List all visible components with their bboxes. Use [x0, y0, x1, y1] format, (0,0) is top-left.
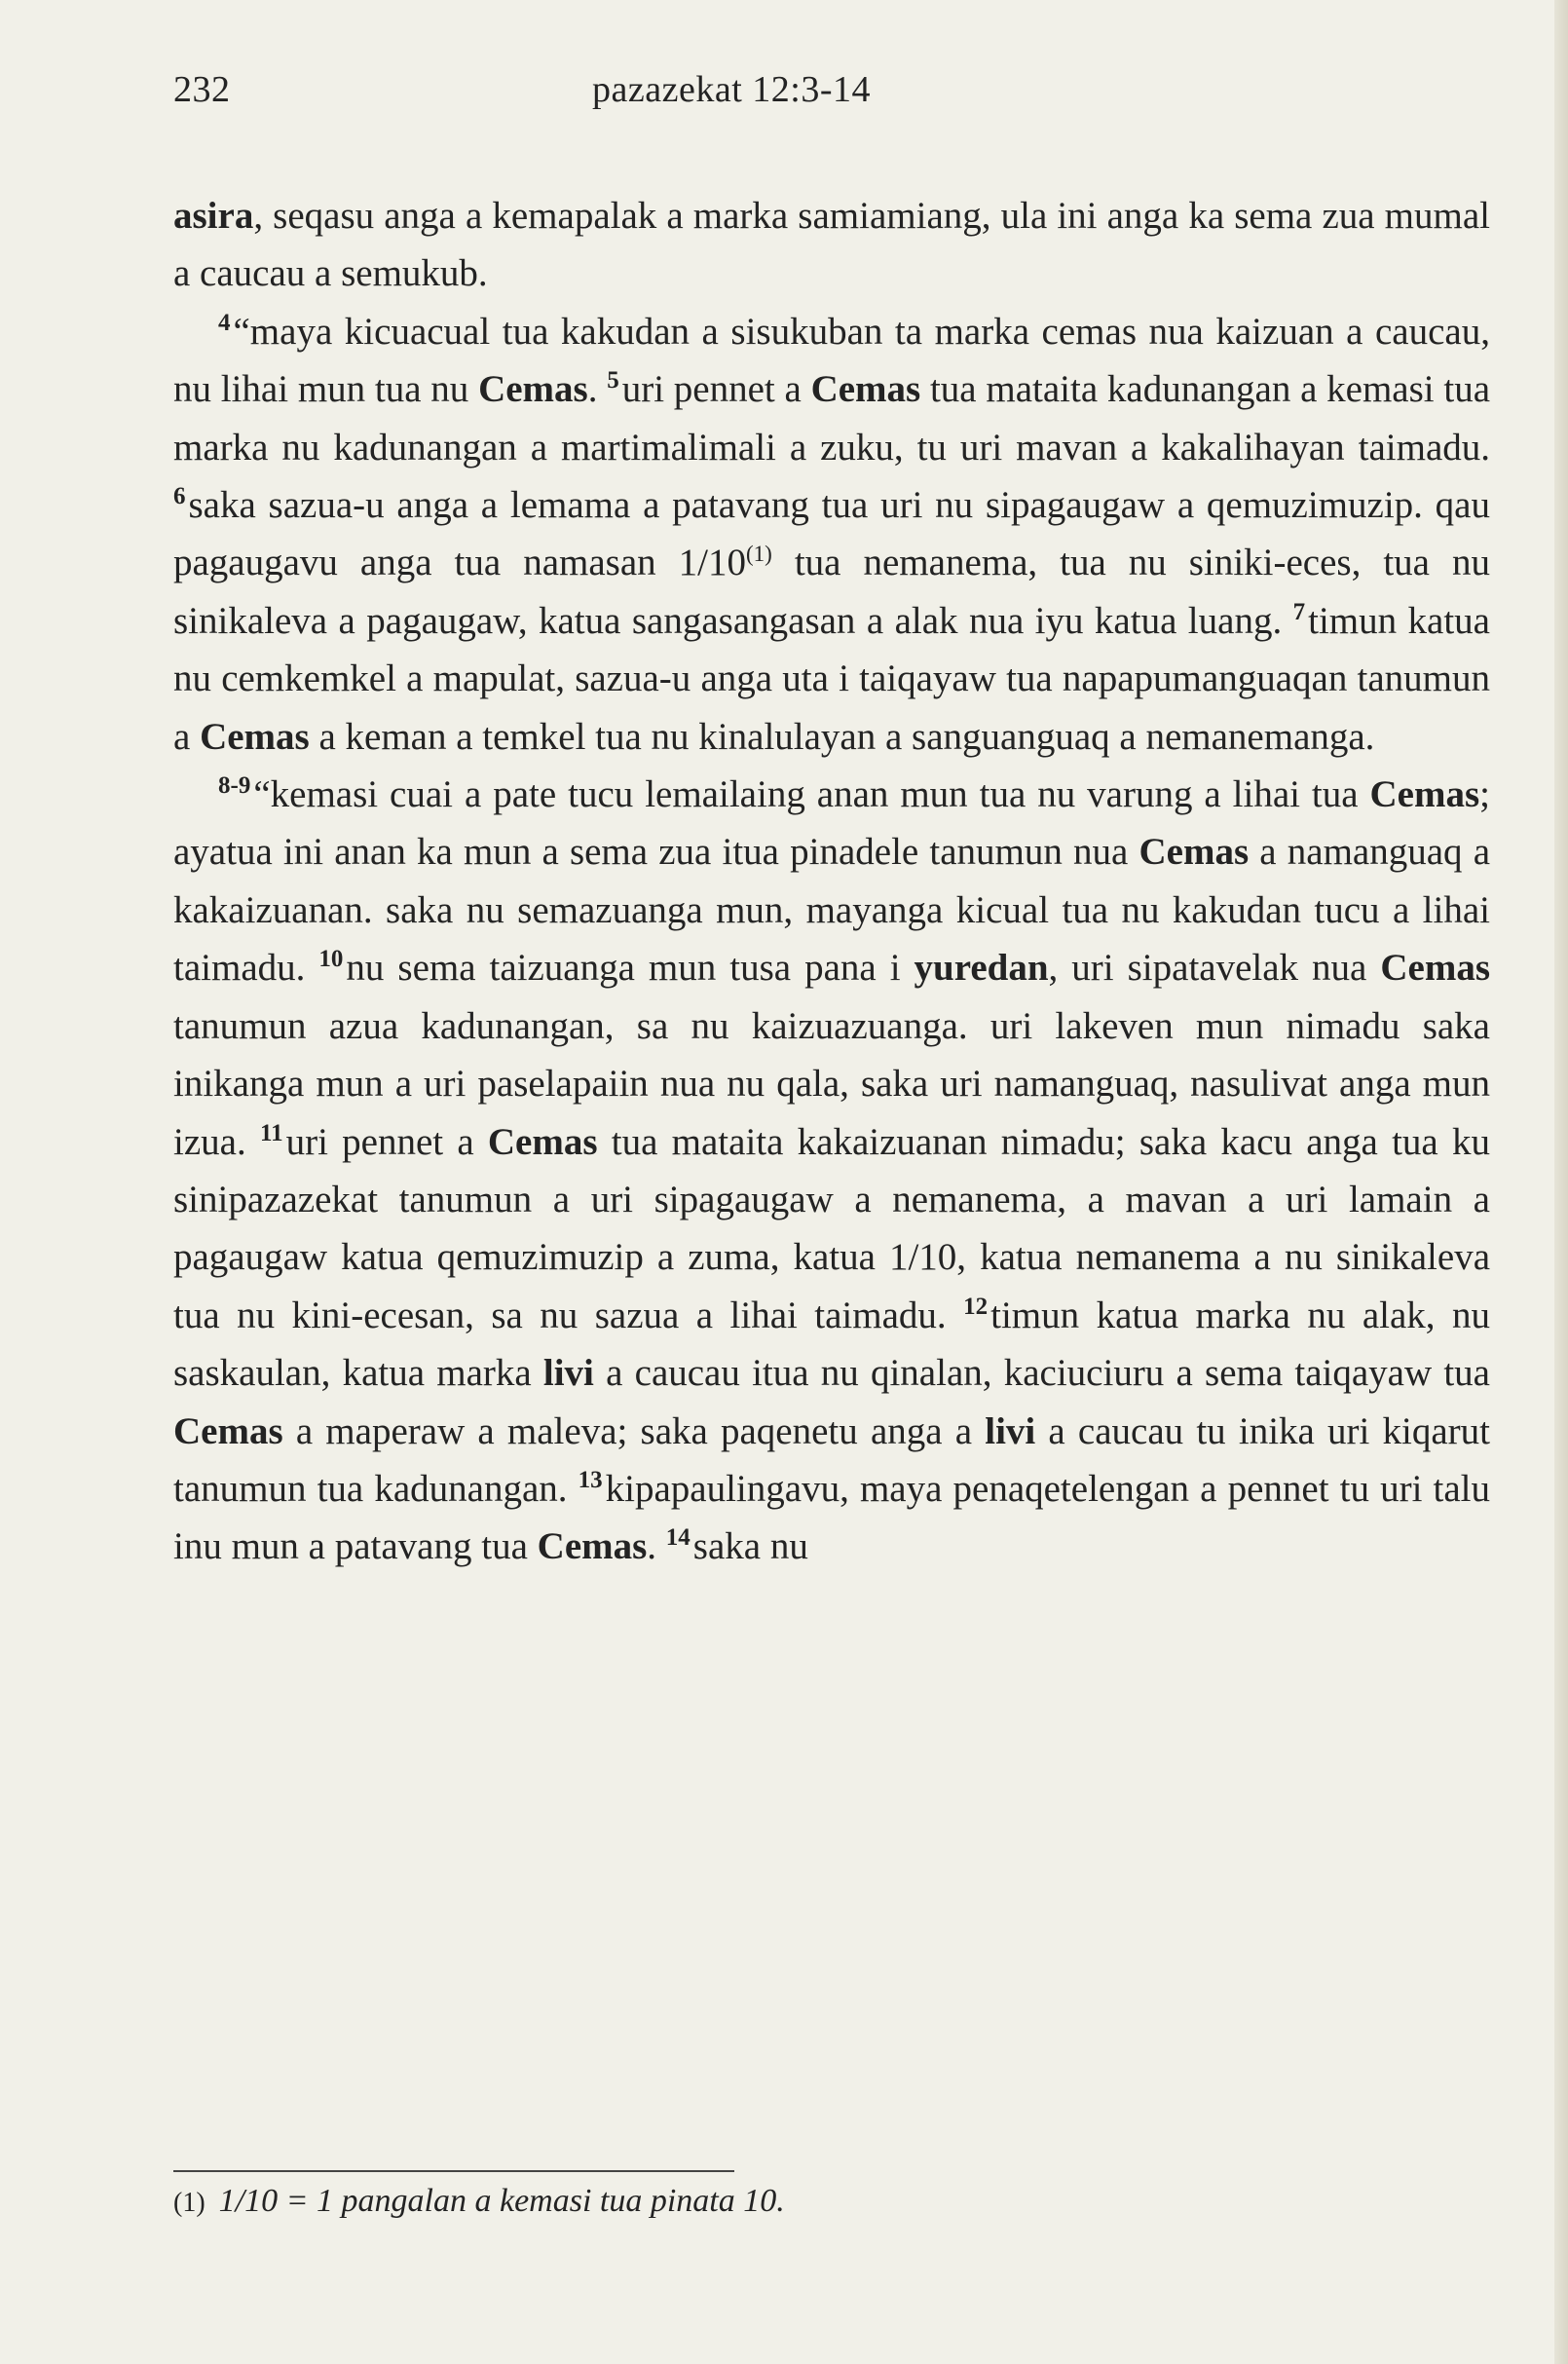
bold-term: yuredan — [914, 947, 1049, 990]
text-run: saka nu — [692, 1525, 808, 1568]
bold-term: Cemas — [200, 715, 310, 758]
footnote-marker: (1) — [173, 2188, 205, 2218]
bold-term: Cemas — [173, 1409, 283, 1452]
verse-number: 14 — [665, 1524, 691, 1552]
text-run: kipapaulingavu, maya penaqetelengan a pennet tu uri talu inu mun a patavang tua — [173, 1467, 1490, 1568]
text-run: “maya kicuacual tua kakudan a sisukuban ta marka cemas nua kaizuan a caucau, nu lihai mun tua nu — [173, 310, 1490, 411]
verse-number: 5 — [607, 367, 619, 394]
verse-number: 8-9 — [218, 772, 251, 800]
text-run: nu sema taizuanga mun tusa pana i — [346, 947, 915, 990]
text-run: saka sazua-u anga a lemama a patavang tua uri nu sipagaugaw a qemuzimuzip. qau pagaugavu anga tua namasan 1/10 — [173, 484, 1490, 584]
text-run: “kemasi cuai a pate tucu lemailaing anan mun tua nu varung a lihai tua — [253, 773, 1370, 816]
page-number: 232 — [173, 69, 231, 110]
text-run: tanumun azua kadunangan, sa nu kaizuazuanga. uri lakeven mun nimadu saka inikanga mun a uri paselapaiin nua nu qala, saka uri namanguaq, nasulivat anga mun izua. — [173, 1004, 1490, 1163]
running-title: pazazekat 12:3-14 — [592, 69, 871, 110]
paragraph — [173, 303, 1490, 766]
verse-number: 12 — [963, 1293, 989, 1320]
footnote — [173, 2180, 1490, 2225]
bold-term: Cemas — [487, 1120, 598, 1163]
text-run: a caucau itua nu qinalan, kaciuciuru a sema taiqayaw tua — [593, 1352, 1490, 1395]
text-run: uri pennet a — [285, 1120, 488, 1163]
bold-term: Cemas — [1380, 947, 1490, 990]
text-run: tua nemanema, tua nu siniki-eces, tua nu sinikaleva a pagaugaw, katua sangasangasan a alak nua iyu katua luang. — [173, 542, 1490, 642]
bold-term: Cemas — [810, 368, 921, 411]
verse-number: 7 — [1292, 598, 1306, 625]
verse-number: 10 — [318, 946, 344, 973]
footnote-divider — [173, 2170, 734, 2172]
bold-term: livi — [542, 1352, 594, 1395]
running-header — [173, 68, 1498, 127]
text-run: . — [647, 1525, 666, 1568]
verse-number: 13 — [578, 1466, 603, 1493]
text-run: , seqasu anga a kemapalak a marka samiamiang, ula ini anga ka sema zua mumal a caucau a semukub. — [173, 195, 1490, 295]
verse-number: 11 — [259, 1119, 283, 1146]
text-run: tua mataita kadunangan a kemasi tua marka nu kadunangan a martimalimali a zuku, tu uri mavan a kakalihayan taimadu. — [173, 368, 1491, 469]
bold-term: livi — [985, 1409, 1036, 1452]
text-run: ; ayatua ini anan ka mun a sema zua itua pinadele tanumun nua — [173, 773, 1490, 874]
text-run: timun katua nu cemkemkel a mapulat, sazua-u anga uta i taiqayaw tua napapumanguaqan tanumun a — [173, 599, 1490, 758]
text-run: a keman a temkel tua nu kinalulayan a sanguanguaq a nemanemanga. — [309, 715, 1375, 758]
footnote-reference: (1) — [746, 542, 772, 567]
bold-term: asira — [173, 195, 254, 237]
text-run: a caucau tu inika uri kiqarut tanumun tua kadunangan. — [173, 1409, 1490, 1510]
paragraph — [173, 187, 1490, 303]
bold-term: Cemas — [1139, 831, 1250, 874]
paragraph — [173, 766, 1490, 1576]
text-run: timun katua marka nu alak, nu saskaulan, katua marka — [173, 1294, 1490, 1395]
page-edge-shadow — [1554, 0, 1568, 2364]
body-text — [173, 187, 1490, 1576]
text-run: tua mataita kakaizuanan nimadu; saka kacu anga tua ku sinipazazekat tanumun a uri sipagaugaw a nemanema, a mavan a uri lamain a pagaugaw katua qemuzimuzip a zuma, katua 1/10, katua nemanema a nu sinikaleva tua nu kini-ecesan, sa nu sazua a lihai taimadu. — [173, 1120, 1490, 1336]
verse-number: 6 — [173, 483, 186, 510]
text-run: , uri sipatavelak nua — [1048, 947, 1381, 990]
bold-term: Cemas — [478, 368, 588, 411]
text-run: . — [587, 368, 608, 411]
text-run: a namanguaq a kakaizuanan. saka nu semazuanga mun, mayanga kicual tua nu kakudan tucu a lihai taimadu. — [173, 831, 1491, 990]
bold-term: Cemas — [537, 1525, 648, 1568]
footnote-text: 1/10 = 1 pangalan a kemasi tua pinata 10. — [218, 2183, 785, 2219]
verse-number: 4 — [218, 309, 231, 336]
text-run: a maperaw a maleva; saka paqenetu anga a — [282, 1409, 986, 1452]
bold-term: Cemas — [1369, 773, 1480, 816]
text-run: uri pennet a — [621, 368, 811, 411]
